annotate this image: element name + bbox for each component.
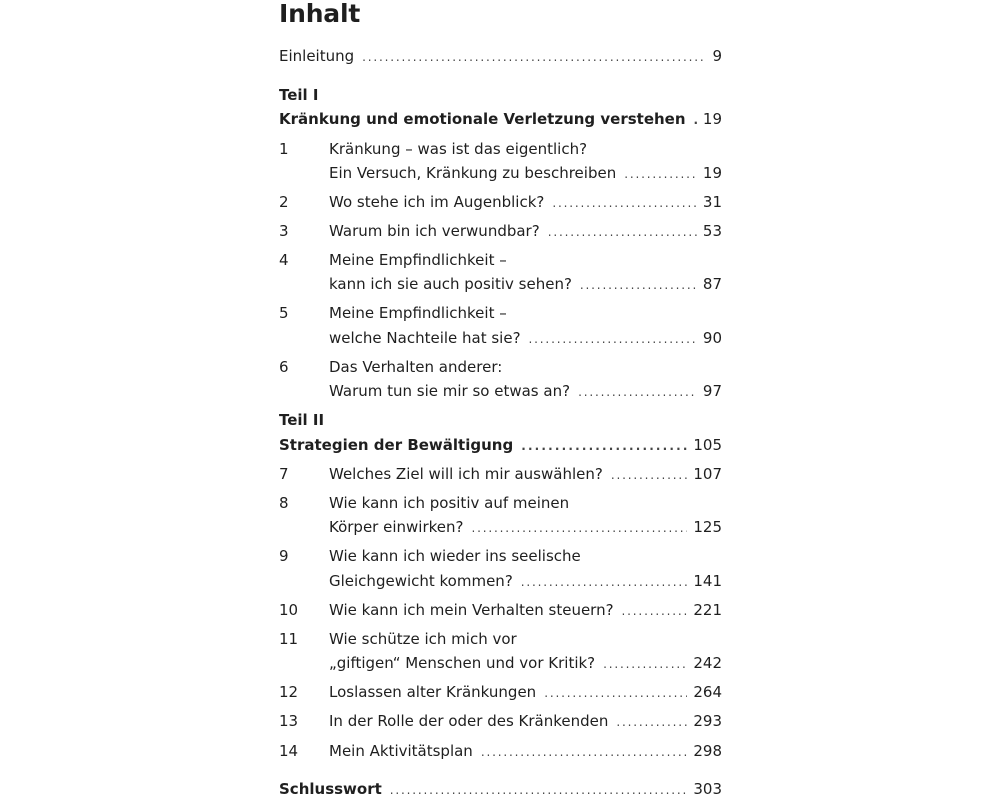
page-title: Inhalt: [279, 0, 361, 28]
toc-entry-chapter-7[interactable]: [279, 463, 722, 485]
dot-leader: [578, 381, 697, 403]
toc-entry-chapter-13[interactable]: [279, 710, 722, 732]
toc-page-number: 107: [693, 465, 722, 483]
toc-page-number: 141: [693, 572, 722, 590]
chapter-title-line2: Ein Versuch, Kränkung zu beschreiben: [329, 164, 617, 182]
chapter-title-line1: Meine Empfindlichkeit –: [329, 251, 507, 269]
dot-leader: [390, 779, 688, 801]
chapter-title-line2: kann ich sie auch positiv sehen?: [329, 275, 572, 293]
chapter-number: 2: [279, 193, 289, 211]
toc-entry-chapter-11[interactable]: [279, 652, 722, 674]
chapter-title-line2: „giftigen“ Menschen und vor Kritik?: [329, 654, 596, 672]
dot-leader: [521, 571, 688, 593]
toc-entry-chapter-1[interactable]: [279, 162, 722, 184]
toc-page-number: 303: [693, 780, 722, 798]
chapter-title-line1: Das Verhalten anderer:: [329, 358, 503, 376]
toc-entry-chapter-2[interactable]: [279, 191, 722, 213]
toc-entry-chapter-14[interactable]: [279, 740, 722, 762]
chapter-title: Loslassen alter Kränkungen: [329, 683, 537, 701]
chapter-title: In der Rolle der oder des Kränkenden: [329, 712, 609, 730]
dot-leader: [548, 221, 697, 243]
toc-page-number: 53: [702, 222, 722, 240]
chapter-title: Welches Ziel will ich mir auswählen?: [329, 465, 603, 483]
toc-entry-chapter-9[interactable]: [279, 570, 722, 592]
toc-page-number: 90: [702, 329, 722, 347]
chapter-title-line1: Wie schütze ich mich vor: [329, 630, 517, 648]
dot-leader: [580, 274, 697, 296]
chapter-number: 6: [279, 358, 289, 376]
dot-leader: [362, 46, 706, 68]
part-label: Teil II: [279, 411, 325, 429]
toc-entry-title: Schlusswort: [279, 780, 382, 798]
chapter-number: 9: [279, 547, 289, 565]
chapter-title: Mein Aktivitätsplan: [329, 742, 473, 760]
dot-leader: [624, 163, 697, 185]
toc-entry-intro[interactable]: [279, 45, 722, 67]
chapter-title: Warum bin ich verwundbar?: [329, 222, 540, 240]
dot-leader: [611, 464, 688, 486]
dot-leader: [603, 653, 687, 675]
chapter-title-line2: Körper einwirken?: [329, 518, 464, 536]
dot-leader: [552, 192, 697, 214]
toc-entry-title: Einleitung: [279, 47, 355, 65]
chapter-number: 5: [279, 304, 289, 322]
part-title: Kränkung und emotionale Verletzung verstehen: [279, 110, 686, 128]
dot-leader: [544, 682, 687, 704]
toc-page-number: 9: [712, 47, 722, 65]
chapter-number: 8: [279, 494, 289, 512]
dot-leader: [471, 517, 687, 539]
chapter-number: 10: [279, 601, 299, 619]
chapter-number: 7: [279, 465, 289, 483]
toc-page-number: 105: [693, 436, 722, 454]
chapter-number: 11: [279, 630, 299, 648]
chapter-number: 1: [279, 140, 289, 158]
toc-entry-part1[interactable]: [279, 108, 722, 130]
chapter-title-line1: Wie kann ich wieder ins seelische: [329, 547, 581, 565]
toc-entry-chapter-3[interactable]: [279, 220, 722, 242]
toc-page-number: 293: [693, 712, 722, 730]
toc-page-number: 19: [702, 164, 722, 182]
toc-page-number: 298: [693, 742, 722, 760]
chapter-title-line1: Wie kann ich positiv auf meinen: [329, 494, 570, 512]
dot-leader: [616, 711, 687, 733]
toc-entry-closing[interactable]: [279, 778, 722, 800]
toc-page-number: 264: [693, 683, 722, 701]
dot-leader: [622, 600, 688, 622]
toc-entry-part2[interactable]: [279, 434, 722, 456]
toc-page-number: 87: [702, 275, 722, 293]
toc-page-number: 19: [702, 110, 722, 128]
dot-leader: [694, 109, 697, 131]
toc-entry-chapter-6[interactable]: [279, 380, 722, 402]
chapter-number: 12: [279, 683, 299, 701]
toc-entry-chapter-5[interactable]: [279, 327, 722, 349]
chapter-number: 4: [279, 251, 289, 269]
toc-page-number: 31: [702, 193, 722, 211]
toc-page-number: 97: [702, 382, 722, 400]
chapter-number: 14: [279, 742, 299, 760]
chapter-title-line1: Meine Empfindlichkeit –: [329, 304, 507, 322]
chapter-number: 3: [279, 222, 289, 240]
dot-leader: [521, 435, 687, 457]
chapter-title-line2: Warum tun sie mir so etwas an?: [329, 382, 571, 400]
chapter-number: 13: [279, 712, 299, 730]
chapter-title: Wie kann ich mein Verhalten steuern?: [329, 601, 614, 619]
dot-leader: [529, 328, 697, 350]
chapter-title-line2: Gleichgewicht kommen?: [329, 572, 513, 590]
part-title: Strategien der Bewältigung: [279, 436, 514, 454]
toc-entry-chapter-4[interactable]: [279, 273, 722, 295]
part-label: Teil I: [279, 86, 319, 104]
toc-entry-chapter-8[interactable]: [279, 516, 722, 538]
toc-entry-chapter-12[interactable]: [279, 681, 722, 703]
chapter-title: Wo stehe ich im Augenblick?: [329, 193, 545, 211]
toc-page-number: 242: [693, 654, 722, 672]
toc-page-number: 221: [693, 601, 722, 619]
chapter-title-line1: Kränkung – was ist das eigentlich?: [329, 140, 588, 158]
chapter-title-line2: welche Nachteile hat sie?: [329, 329, 521, 347]
toc-entry-chapter-10[interactable]: [279, 599, 722, 621]
toc-page-number: 125: [693, 518, 722, 536]
dot-leader: [481, 741, 688, 763]
